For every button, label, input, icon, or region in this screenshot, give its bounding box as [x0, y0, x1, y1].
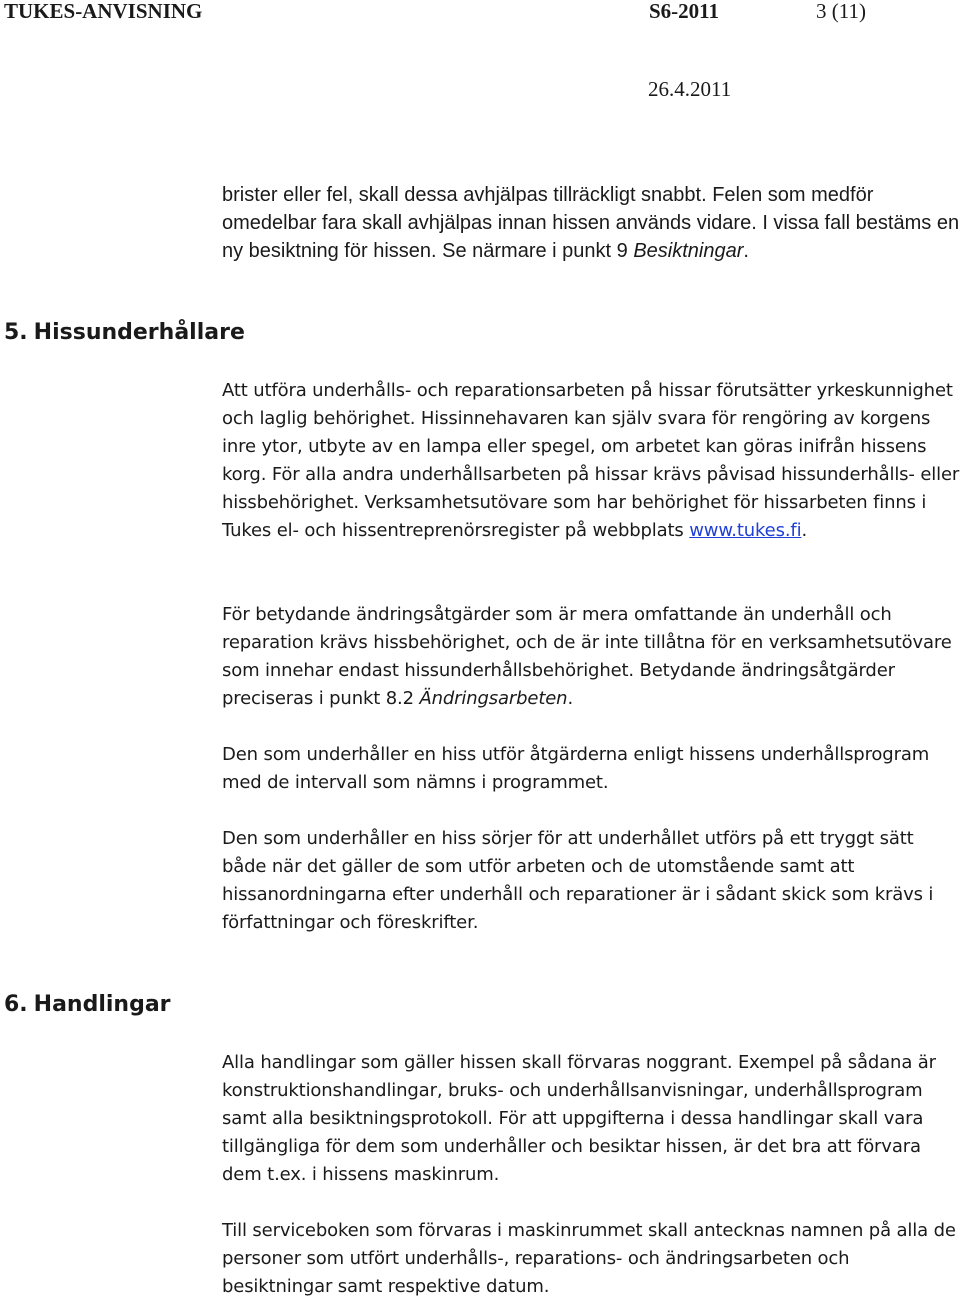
document-title: TUKES-ANVISNING	[4, 0, 203, 23]
document-code: S6-2011	[649, 0, 720, 23]
section-5-paragraph-1	[222, 377, 960, 545]
section-5-p2-end: .	[567, 688, 574, 709]
intro-end: .	[743, 240, 749, 262]
section-5-p2-reference: Ändringsarbeten	[419, 688, 568, 709]
section-6-heading	[4, 992, 171, 1017]
intro-reference: Besiktningar	[633, 240, 744, 262]
section-5-p2-text: För betydande ändringsåtgärder som är mera omfattande än underhåll och reparation krävs hissbehörighet, och de är inte tillåtna för en verksamhetsutövare som innehar endast hissunderhållsbehörighet. Betydande ändringsåtgärder preciseras i punkt 8.2	[222, 604, 952, 709]
section-5-p1-end: .	[801, 520, 808, 541]
page-number: 3 (11)	[816, 0, 866, 23]
section-5-title: Hissunderhållare	[33, 320, 245, 345]
section-6-paragraph-2: Till serviceboken som förvaras i maskinrummet skall antecknas namnen på alla de personer som utfört underhålls-, reparations- och ändringsarbeten och besiktningar samt respektive datum.	[222, 1220, 956, 1297]
section-6-paragraph-1: Alla handlingar som gäller hissen skall förvaras noggrant. Exempel på sådana är konstruktionshandlingar, bruks- och underhållsanvisningar, underhållsprogram samt alla besiktningsprotokoll. För att uppgifterna i dessa handlingar skall vara tillgängliga för dem som underhåller och besiktar hissen, är det bra att förvara dem t.ex. i hissens maskinrum.	[222, 1052, 936, 1185]
section-5-p1-text: Att utföra underhålls- och reparationsarbeten på hissar förutsätter yrkeskunnighet och laglig behörighet. Hissinnehavaren kan själv svara för rengöring av korgens inre ytor, utbyte av en lampa eller spegel, om arbetet kan göras inifrån hissens korg. För alla andra underhållsarbeten på hissar krävs påvisad hissunderhålls- eller hissbehörighet. Verksamhetsutövare som har behörighet för hissarbeten finns i Tukes el- och hissentreprenörsregister på webbplats	[222, 380, 960, 541]
section-5-heading	[4, 320, 245, 345]
section-5-number: 5.	[4, 320, 28, 345]
document-date: 26.4.2011	[648, 77, 732, 101]
section-6-title: Handlingar	[33, 992, 171, 1017]
section-5-paragraph-3: Den som underhåller en hiss utför åtgärderna enligt hissens underhållsprogram med de intervall som nämns i programmet.	[222, 744, 930, 793]
intro-paragraph	[222, 181, 960, 265]
section-5-paragraph-4: Den som underhåller en hiss sörjer för att underhållet utförs på ett tryggt sätt både när det gäller de som utför arbeten och de utomstående samt att hissanordningarna efter underhåll och reparationer är i sådant skick som krävs i författningar och föreskrifter.	[222, 828, 934, 933]
section-6-number: 6.	[4, 992, 28, 1017]
section-5-paragraph-2	[222, 601, 960, 713]
tukes-link[interactable]: www.tukes.fi	[689, 520, 802, 541]
intro-text: brister eller fel, skall dessa avhjälpas tillräckligt snabbt. Felen som medför omedelbar fara skall avhjälpas innan hissen används vidare. I vissa fall bestäms en ny besiktning för hissen. Se närmare i punkt 9	[222, 184, 960, 262]
